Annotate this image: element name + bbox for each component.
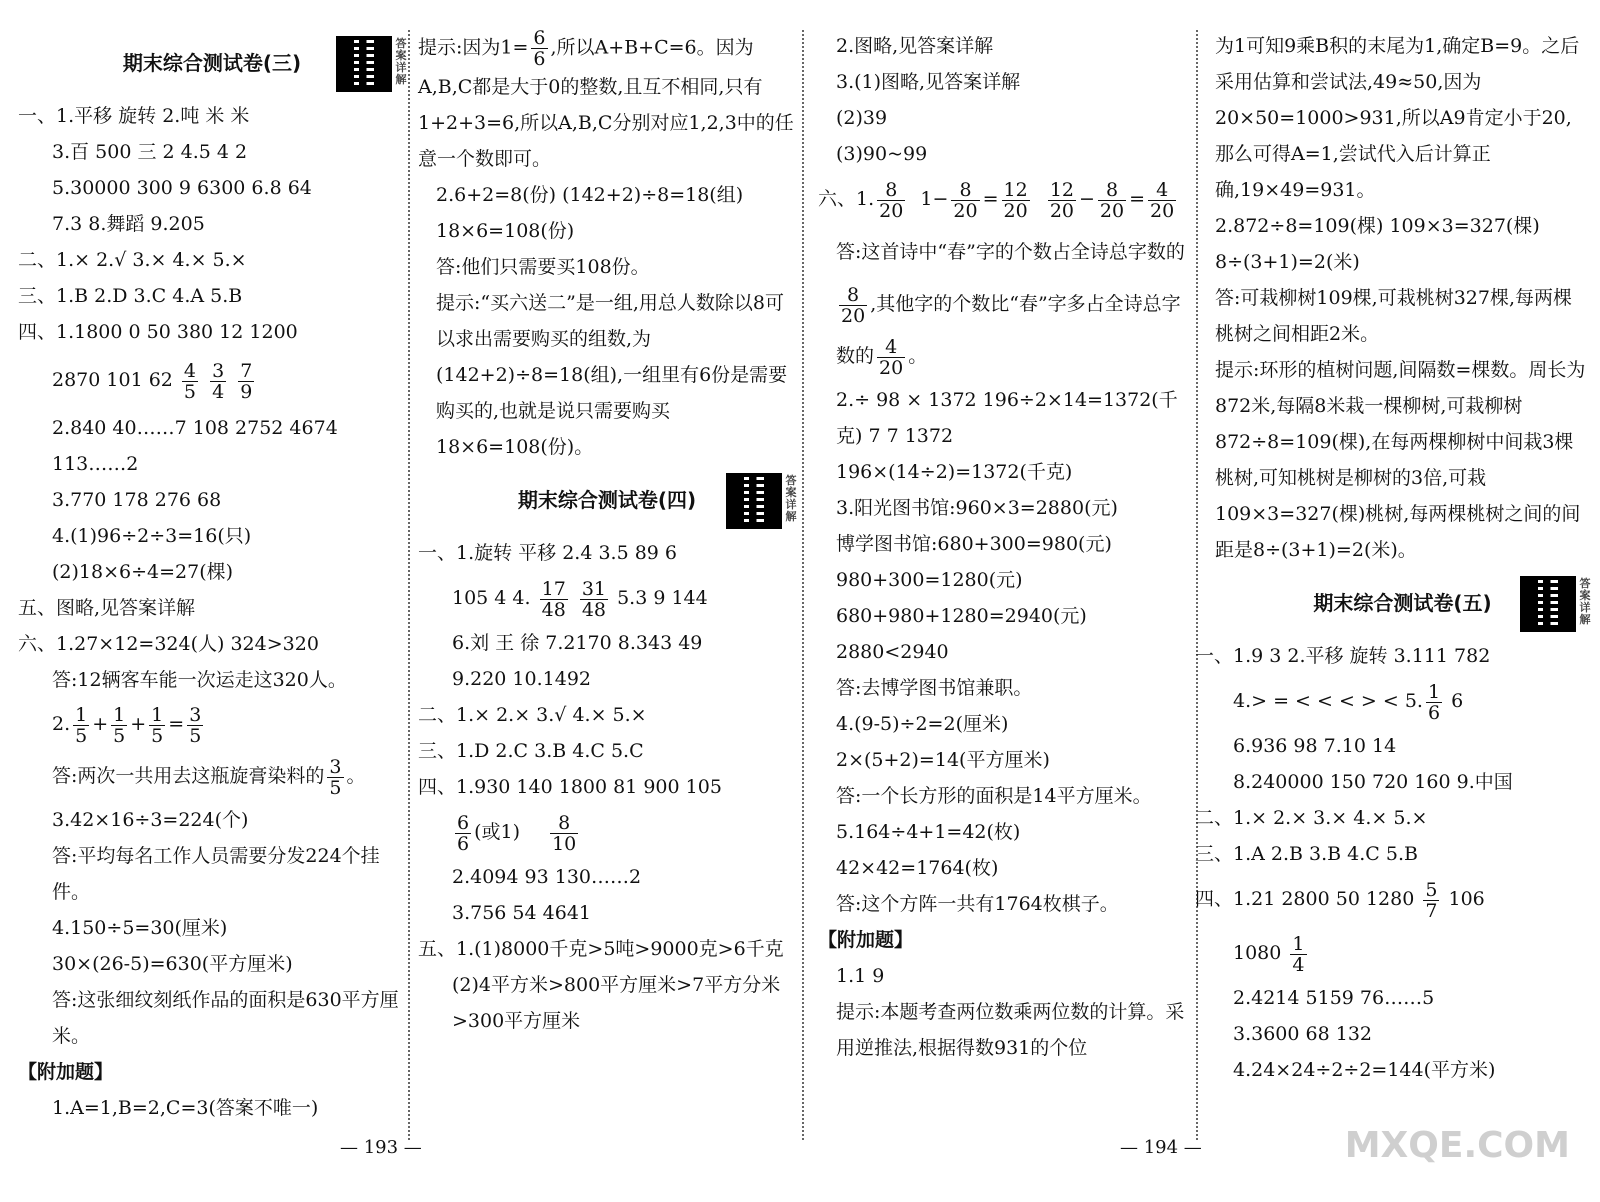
column-4: [1195, 28, 1591, 1088]
fraction: [238, 361, 254, 402]
line: 3.百 500 三 2 4.5 4 2: [52, 141, 248, 163]
line: 2.4214 5159 76……5: [1233, 987, 1435, 1009]
denominator: 48: [541, 598, 566, 621]
line: 5.164÷4+1=42(枚): [836, 821, 1021, 843]
numerator: 3: [189, 703, 202, 726]
line-with-fraction: [1215, 674, 1590, 728]
fraction: [951, 180, 979, 221]
line: 3.3600 68 132: [1233, 1023, 1373, 1045]
numerator: 3: [212, 359, 225, 382]
column-divider: [408, 30, 410, 1140]
line: 1.1 9: [836, 965, 885, 987]
column-divider: [802, 30, 804, 1140]
watermark: MXQE.COM: [1344, 1125, 1570, 1166]
line-text: 105 4 4.: [452, 587, 531, 609]
line: 9.220 10.1492: [452, 668, 592, 690]
line: 2.840 40……7 108 2752 4674: [52, 417, 338, 439]
hint-paragraph: 为1可知9乘B积的末尾为1,确定B=9。之后采用估算和尝试法,49≈50,因为20×50=1000>931,所以A9肯定小于20,那么可得A=1,尝试代入后计算正确,19×49=931。: [1215, 35, 1580, 201]
line: 答:这张细纹刻纸作品的面积是630平方厘米。: [52, 989, 399, 1047]
fraction-sum-line: 2. $\frac{1}{5}$ + $\frac{1}{5}$ + $\frac{1}{5}$ = $\frac{3}{5}$: [52, 703, 202, 747]
denominator: 20: [953, 199, 978, 222]
line: 二、1.× 2.× 3.× 4.× 5.×: [1195, 807, 1428, 829]
numerator: 4: [877, 337, 905, 358]
bonus-heading: 【附加题】: [18, 1061, 114, 1083]
line-text: ,所以A+B+C=6。因为A,B,C都是大于0的整数,且互不相同,只有1+2+3=6,所以A,B,C分别对应1,2,3中的任意一个数即可。: [418, 36, 794, 170]
hint-paragraph: 提示:“买六送二”是一组,用总人数除以8可以求出需要购买的组数,为(142+2)÷8=18(组),一组里有6份是需要购买的,也就是说只需要购买18×6=108(份)。: [436, 292, 788, 458]
fraction: [877, 180, 905, 221]
line-text: 答:两次一共用去这瓶旋膏染料的: [52, 765, 325, 787]
line: 113……2: [52, 453, 139, 475]
column-divider: [1196, 30, 1198, 1140]
numerator: 8: [550, 813, 578, 834]
line: (2)39: [836, 107, 888, 129]
numerator: 31: [581, 577, 607, 600]
denominator: 4: [1292, 953, 1305, 976]
line-with-fractions: [18, 350, 406, 410]
column-3: [818, 28, 1188, 1066]
line: 4.(1)96÷2÷3=16(只): [52, 525, 252, 547]
title-text: 期末综合测试卷(五): [1313, 591, 1492, 615]
fraction: [1290, 934, 1306, 975]
hint-paragraph: 提示:本题考查两位数乘两位数的计算。采用逆推法,根据得数931的个位: [836, 1001, 1185, 1059]
line: 8.240000 150 720 160 9.中国: [1233, 771, 1513, 793]
numerator: 1: [75, 703, 88, 726]
title-text: 期末综合测试卷(四): [517, 488, 697, 512]
line: 3.756 54 4641: [452, 902, 592, 924]
line-text: 2870 101 62: [52, 369, 173, 391]
line: (2)18×6÷4=27(棵): [52, 561, 234, 583]
numerator: 3: [329, 755, 342, 778]
fraction: [839, 285, 867, 326]
line: 1.A=1,B=2,C=3(答案不唯一): [52, 1097, 319, 1119]
denominator: 7: [1425, 899, 1438, 922]
denominator: 20: [879, 199, 904, 222]
line: 五、1.(1)8000千克>5吨>9000克>6千克: [418, 938, 784, 960]
line-with-fraction: [1195, 872, 1590, 926]
numerator: 8: [877, 180, 905, 201]
line: 2880<2940: [836, 641, 949, 663]
bonus-heading: 【附加题】: [818, 929, 914, 951]
fraction: [580, 579, 608, 620]
line: 6.刘 王 徐 7.2170 8.343 49: [452, 632, 703, 654]
numerator: 4: [183, 359, 197, 382]
line: 3.阳光图书馆:960×3=2880(元): [836, 497, 1118, 519]
denominator: 20: [841, 304, 866, 327]
qr-code-icon[interactable]: [336, 36, 392, 92]
denominator: 48: [581, 598, 607, 621]
line-text: 六、1.: [818, 188, 875, 210]
line: 6.936 98 7.10 14: [1233, 735, 1397, 757]
line: 3.(1)图略,见答案详解: [836, 71, 1021, 93]
line: 答:可栽柳树109棵,可栽桃树327棵,每两棵桃树之间相距2米。: [1215, 287, 1573, 345]
line: 二、1.× 2.√ 3.× 4.× 5.×: [18, 249, 247, 271]
line: 答:去博学图书馆兼职。: [836, 677, 1033, 699]
line: 30×(26-5)=630(平方厘米): [52, 953, 293, 975]
line: 三、1.A 2.B 3.B 4.C 5.B: [1195, 843, 1418, 865]
line: 4.150÷5=30(厘米): [52, 917, 228, 939]
denominator: 6: [457, 832, 470, 855]
numerator: 1: [113, 703, 126, 726]
fraction: [1148, 180, 1176, 221]
section-title-3: [18, 28, 406, 98]
line: 680+980+1280=2940(元): [836, 605, 1087, 627]
denominator: 5: [151, 724, 164, 747]
line: 三、1.B 2.D 3.C 4.A 5.B: [18, 285, 243, 307]
denominator: 20: [1150, 199, 1175, 222]
denominator: 6: [1427, 701, 1441, 724]
line: 答:他们只需要买108份。: [436, 256, 650, 278]
numerator: 1: [151, 703, 164, 726]
denominator: 6: [533, 48, 546, 70]
title-text: 期末综合测试卷(三): [122, 51, 302, 75]
line: 3.770 178 276 68: [52, 489, 222, 511]
numerator: 8: [951, 180, 979, 201]
line-with-fractions: [418, 571, 796, 625]
qr-code-icon[interactable]: [1520, 576, 1576, 632]
answer-line: 答:两次一共用去这瓶旋膏染料的 $\frac{3}{5}$ 。: [52, 755, 366, 799]
line: 4.24×24÷2÷2=144(平方米): [1233, 1059, 1496, 1081]
line-text: 四、1.21 2800 50 1280: [1195, 888, 1415, 910]
fraction: [73, 705, 89, 746]
numerator: 6: [533, 27, 546, 49]
numerator: 1: [1427, 680, 1441, 703]
qr-label: 答案详解: [785, 474, 797, 523]
fraction: [1423, 880, 1439, 921]
page-number-right: — 194 —: [1120, 1137, 1202, 1158]
fraction: [540, 579, 568, 620]
line-text: (或1): [474, 821, 521, 843]
line: 答:12辆客车能一次运走这320人。: [52, 669, 347, 691]
denominator: 5: [113, 724, 126, 747]
fraction: [149, 705, 165, 746]
line: 二、1.× 2.× 3.√ 4.× 5.×: [418, 704, 647, 726]
line: 四、1.1800 0 50 380 12 1200: [18, 321, 298, 343]
column-1: [18, 28, 406, 1126]
line-text: 106: [1448, 888, 1485, 910]
hint-paragraph: [418, 28, 796, 177]
qr-label: 答案详解: [395, 37, 407, 86]
line-text: 5.3 9 144: [617, 587, 708, 609]
line-text: 。: [908, 345, 928, 367]
line-text: 6: [1451, 690, 1464, 712]
fraction: [210, 361, 226, 402]
line: 答:平均每名工作人员需要分发224个挂件。: [52, 845, 380, 903]
fraction: [550, 813, 578, 854]
numerator: 5: [1425, 878, 1438, 901]
line: 980+300=1280(元): [836, 569, 1023, 591]
line: 3.42×16÷3=224(个): [52, 809, 249, 831]
fraction: [111, 705, 127, 746]
line-text: 1080: [1233, 942, 1282, 964]
hint-paragraph: 提示:环形的植树问题,间隔数=棵数。周长为872米,每隔8米栽一棵柳树,可栽柳树872÷8=109(棵),在每两棵柳树中间栽3棵桃树,可知桃树是柳树的3倍,可栽109×3=327(棵)桃树,每两棵桃树之间的间距是8÷(3+1)=2(米)。: [1215, 359, 1586, 561]
line: 42×42=1764(枚): [836, 857, 999, 879]
denominator: 20: [1003, 199, 1028, 222]
fraction: [877, 337, 905, 378]
line: 8÷(3+1)=2(米): [1215, 251, 1360, 273]
line: (3)90~99: [836, 143, 928, 165]
numerator: 12: [1049, 178, 1074, 201]
fraction: [455, 813, 471, 854]
line: 7.3 8.舞蹈 9.205: [52, 213, 205, 235]
numerator: 6: [457, 811, 470, 834]
line: 答:这个方阵一共有1764枚棋子。: [836, 893, 1119, 915]
line: 四、1.930 140 1800 81 900 105: [418, 776, 722, 798]
line: 一、1.平移 旋转 2.吨 米 米: [18, 105, 250, 127]
line: 2.872÷8=109(棵) 109×3=327(棵): [1215, 215, 1540, 237]
line: 博学图书馆:680+300=980(元): [836, 533, 1112, 555]
fraction-equation-line: 六、1. $\frac{8}{20}$ 1− $\frac{8}{20}$ = $\frac{12}{20}$ $\frac{12}{20}$ − $\frac{8}{20}$ = $\frac{4}{20}$: [818, 178, 1175, 222]
line-with-fractions: [418, 805, 796, 859]
fraction: [1426, 682, 1442, 723]
line: (2)4平方米>800平方厘米>7平方分米>300平方厘米: [452, 974, 781, 1032]
fraction: [182, 361, 198, 402]
numerator: 8: [1098, 180, 1126, 201]
denominator: 5: [75, 724, 88, 747]
line: 2.图略,见答案详解: [836, 35, 994, 57]
denominator: 4: [212, 380, 225, 403]
fraction: [1048, 180, 1076, 221]
line: 4.(9-5)÷2=2(厘米): [836, 713, 1009, 735]
column-2: [418, 28, 796, 1039]
numerator: 17: [541, 577, 566, 600]
answer-paragraph: [818, 226, 1188, 382]
line: 5.30000 300 9 6300 6.8 64: [52, 177, 312, 199]
denominator: 9: [240, 380, 253, 403]
denominator: 20: [1099, 199, 1125, 222]
numerator: 8: [839, 285, 867, 306]
numerator: 7: [240, 359, 253, 382]
section-title-4: [418, 465, 796, 535]
line: 2.4094 93 130……2: [452, 866, 642, 888]
line: 2×(5+2)=14(平方厘米): [836, 749, 1050, 771]
line: 一、1.9 3 2.平移 旋转 3.111 782: [1195, 645, 1491, 667]
page-number-left: — 193 —: [340, 1137, 422, 1158]
numerator: 1: [1292, 932, 1305, 955]
fraction: [531, 28, 547, 69]
line: 一、1.旋转 平移 2.4 3.5 89 6: [418, 542, 678, 564]
denominator: 20: [879, 356, 904, 379]
fraction: [1098, 180, 1126, 221]
line: 196×(14÷2)=1372(千克): [836, 461, 1073, 483]
line: 六、1.27×12=324(人) 324>320: [18, 633, 319, 655]
qr-code-icon[interactable]: [726, 473, 782, 529]
fraction: [187, 705, 203, 746]
denominator: 20: [1049, 199, 1074, 222]
denominator: 5: [189, 724, 202, 747]
line-text: ,其他字的个数比“春”字多占全诗总字数的: [836, 293, 1181, 367]
line: 三、1.D 2.C 3.B 4.C 5.C: [418, 740, 644, 762]
line: 五、图略,见答案详解: [18, 597, 196, 619]
fraction: [327, 757, 343, 798]
line-text: 4.> = < < < > < 5.: [1233, 690, 1423, 712]
line-text: 2.: [52, 713, 71, 735]
line-text: 提示:因为1=: [418, 36, 529, 59]
line: 2.÷ 98 × 1372 196÷2×14=1372(千克) 7 7 1372: [836, 389, 1178, 447]
denominator: 5: [183, 380, 197, 403]
denominator: 5: [329, 776, 342, 799]
line: 2.6+2=8(份) (142+2)÷8=18(组): [436, 184, 744, 206]
qr-label: 答案详解: [1579, 577, 1591, 626]
section-title-5: [1215, 568, 1590, 638]
line-with-fraction: [1215, 926, 1590, 980]
numerator: 12: [1003, 178, 1028, 201]
denominator: 10: [552, 832, 577, 855]
line: 答:一个长方形的面积是14平方厘米。: [836, 785, 1152, 807]
line: 18×6=108(份): [436, 220, 575, 242]
fraction: [1002, 180, 1030, 221]
numerator: 4: [1148, 180, 1176, 201]
line-text: 答:这首诗中“春”字的个数占全诗总字数的: [836, 241, 1185, 263]
